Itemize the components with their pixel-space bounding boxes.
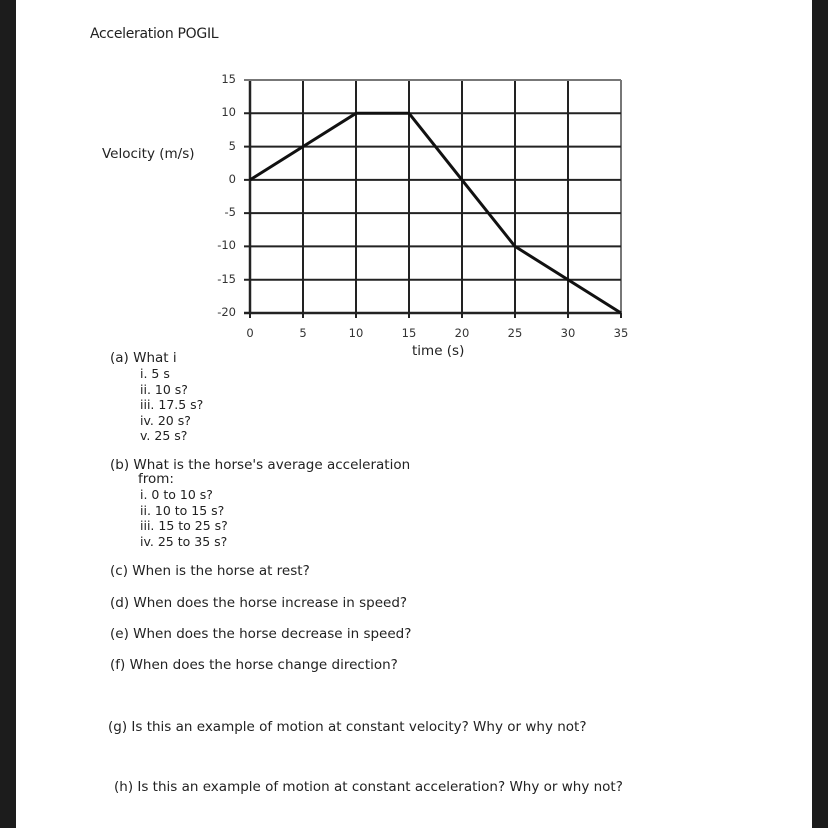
question-b-continued: from: — [138, 471, 174, 487]
y-tick-label: 5 — [228, 138, 236, 153]
question-b-items — [140, 487, 228, 549]
question-b-item: iii. 15 to 25 s? — [140, 518, 228, 533]
x-tick-label: 0 — [246, 326, 254, 340]
x-tick-label: 30 — [560, 326, 576, 340]
y-tick-label: 10 — [221, 105, 236, 120]
y-tick-label: -15 — [217, 271, 236, 286]
chart-y-axis-label: Velocity (m/s) — [102, 146, 195, 162]
x-tick-label: 20 — [454, 326, 470, 340]
question-a-items — [140, 366, 203, 444]
question-h: (h) Is this an example of motion at constant acceleration? Why or why not? — [114, 779, 623, 795]
y-tick-label: 0 — [228, 171, 236, 186]
question-b-item: ii. 10 to 15 s? — [140, 502, 225, 518]
question-c: (c) When is the horse at rest? — [110, 563, 310, 579]
question-a-item: i. 5 s — [140, 366, 170, 381]
question-g: (g) Is this an example of motion at constant velocity? Why or why not? — [108, 719, 587, 735]
question-d: (d) When does the horse increase in speed? — [110, 595, 408, 611]
question-b: (b) What is the horse's average acceleration — [110, 457, 411, 473]
x-tick-label: 25 — [507, 326, 523, 340]
chart-x-axis-label: time (s) — [412, 343, 465, 359]
question-a-item: iv. 20 s? — [140, 412, 191, 428]
x-tick-label: 35 — [613, 326, 629, 340]
question-a-item: iii. 17.5 s? — [140, 397, 204, 412]
question-b-item: iv. 25 to 35 s? — [140, 533, 228, 549]
document-title: Acceleration POGIL — [90, 26, 219, 42]
y-tick-label: 15 — [221, 72, 236, 86]
x-tick-label: 10 — [348, 326, 364, 340]
y-tick-label: -10 — [217, 238, 236, 253]
question-e: (e) When does the horse decrease in speed? — [110, 626, 412, 642]
question-a-item: v. 25 s? — [140, 428, 188, 443]
chart-grid — [244, 80, 621, 318]
x-tick-label: 5 — [299, 326, 307, 340]
y-tick-label: -20 — [217, 305, 236, 319]
question-b-item: i. 0 to 10 s? — [140, 487, 213, 502]
question-f: (f) When does the horse change direction? — [110, 657, 398, 673]
question-a-item: ii. 10 s? — [140, 381, 188, 397]
question-a: (a) What i — [110, 350, 177, 366]
velocity-time-chart — [16, 0, 812, 360]
y-tick-label: -5 — [224, 205, 236, 220]
x-tick-label: 15 — [401, 326, 417, 340]
worksheet-page — [16, 0, 812, 828]
